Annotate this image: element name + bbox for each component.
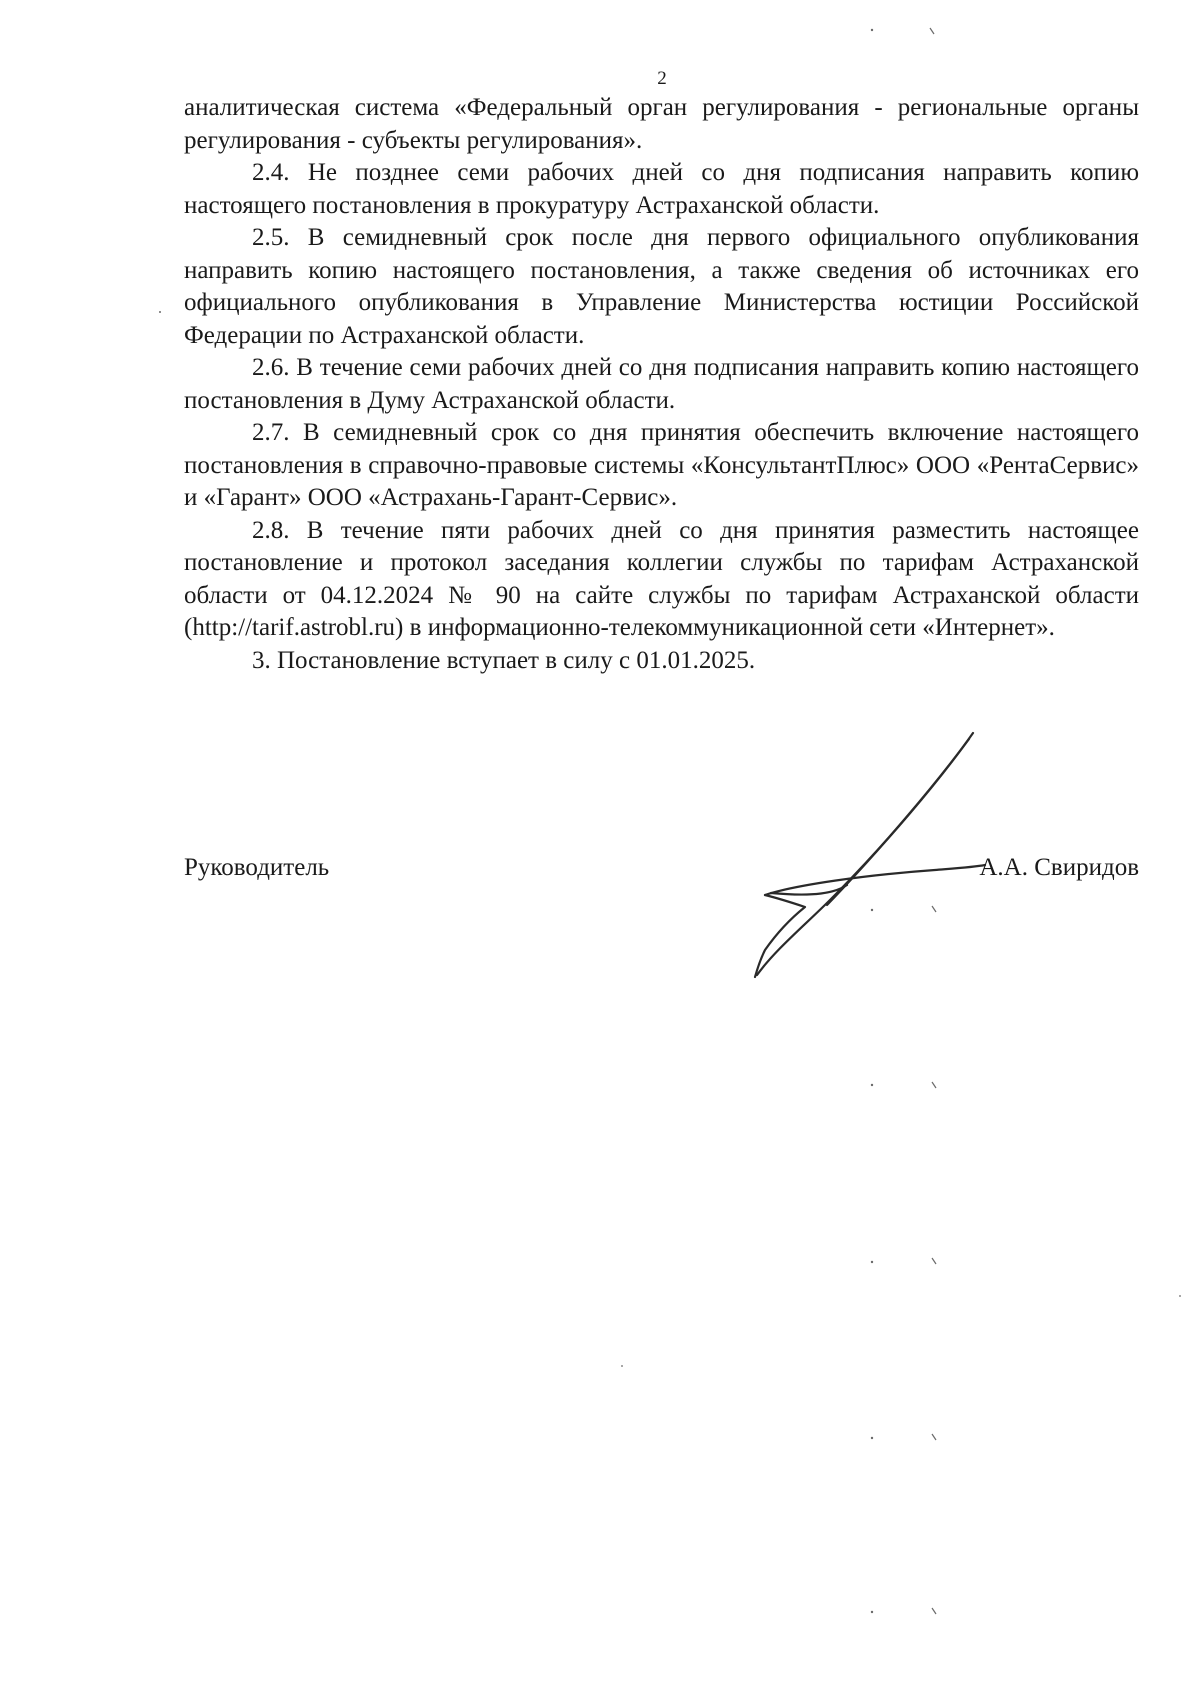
paragraph-item-2-4: 2.4. Не позднее семи рабочих дней со дня подписания направить копию настоящего постановления в прокуратуру Астраханской области. xyxy=(184,159,1139,219)
signatory-name: А.А. Свиридов xyxy=(979,854,1139,881)
document-body xyxy=(184,92,1139,677)
paragraph-item-2-7: 2.7. В семидневный срок со дня принятия обеспечить включение настоящего постановления в справочно-правовые системы «КонсультантПлюс» ООО «РентаСервис» и «Гарант» ООО «Астрахань-Гарант-Сервис». xyxy=(184,419,1139,511)
signatory-title: Руководитель xyxy=(184,854,330,881)
handwritten-signature xyxy=(735,725,995,985)
paragraph-continuation: аналитическая система «Федеральный орган регулирования - региональные органы регулирования - субъекты регулирования». xyxy=(184,94,1139,154)
page-number: 2 xyxy=(657,68,667,89)
paragraph-item-3: 3. Постановление вступает в силу с 01.01.2025. xyxy=(252,646,756,674)
paragraph-item-2-5: 2.5. В семидневный срок после дня первого официального опубликования направить копию настоящего постановления, а также сведения об источниках его официального опубликования в Управление Министерства юстиции Российской Федерации по Астраханской области. xyxy=(184,224,1139,349)
paragraph-item-2-8: 2.8. В течение пяти рабочих дней со дня принятия разместить настоящее постановление и протокол заседания коллегии службы по тарифам Астраханской области от 04.12.2024 № 90 на сайте службы по тарифам Астраханской области (http://tarif.astrobl.ru) в информационно-телекоммуникационной сети «Интернет». xyxy=(184,516,1139,641)
paragraph-item-2-6: 2.6. В течение семи рабочих дней со дня подписания направить копию настоящего постановления в Думу Астраханской области. xyxy=(184,354,1139,414)
